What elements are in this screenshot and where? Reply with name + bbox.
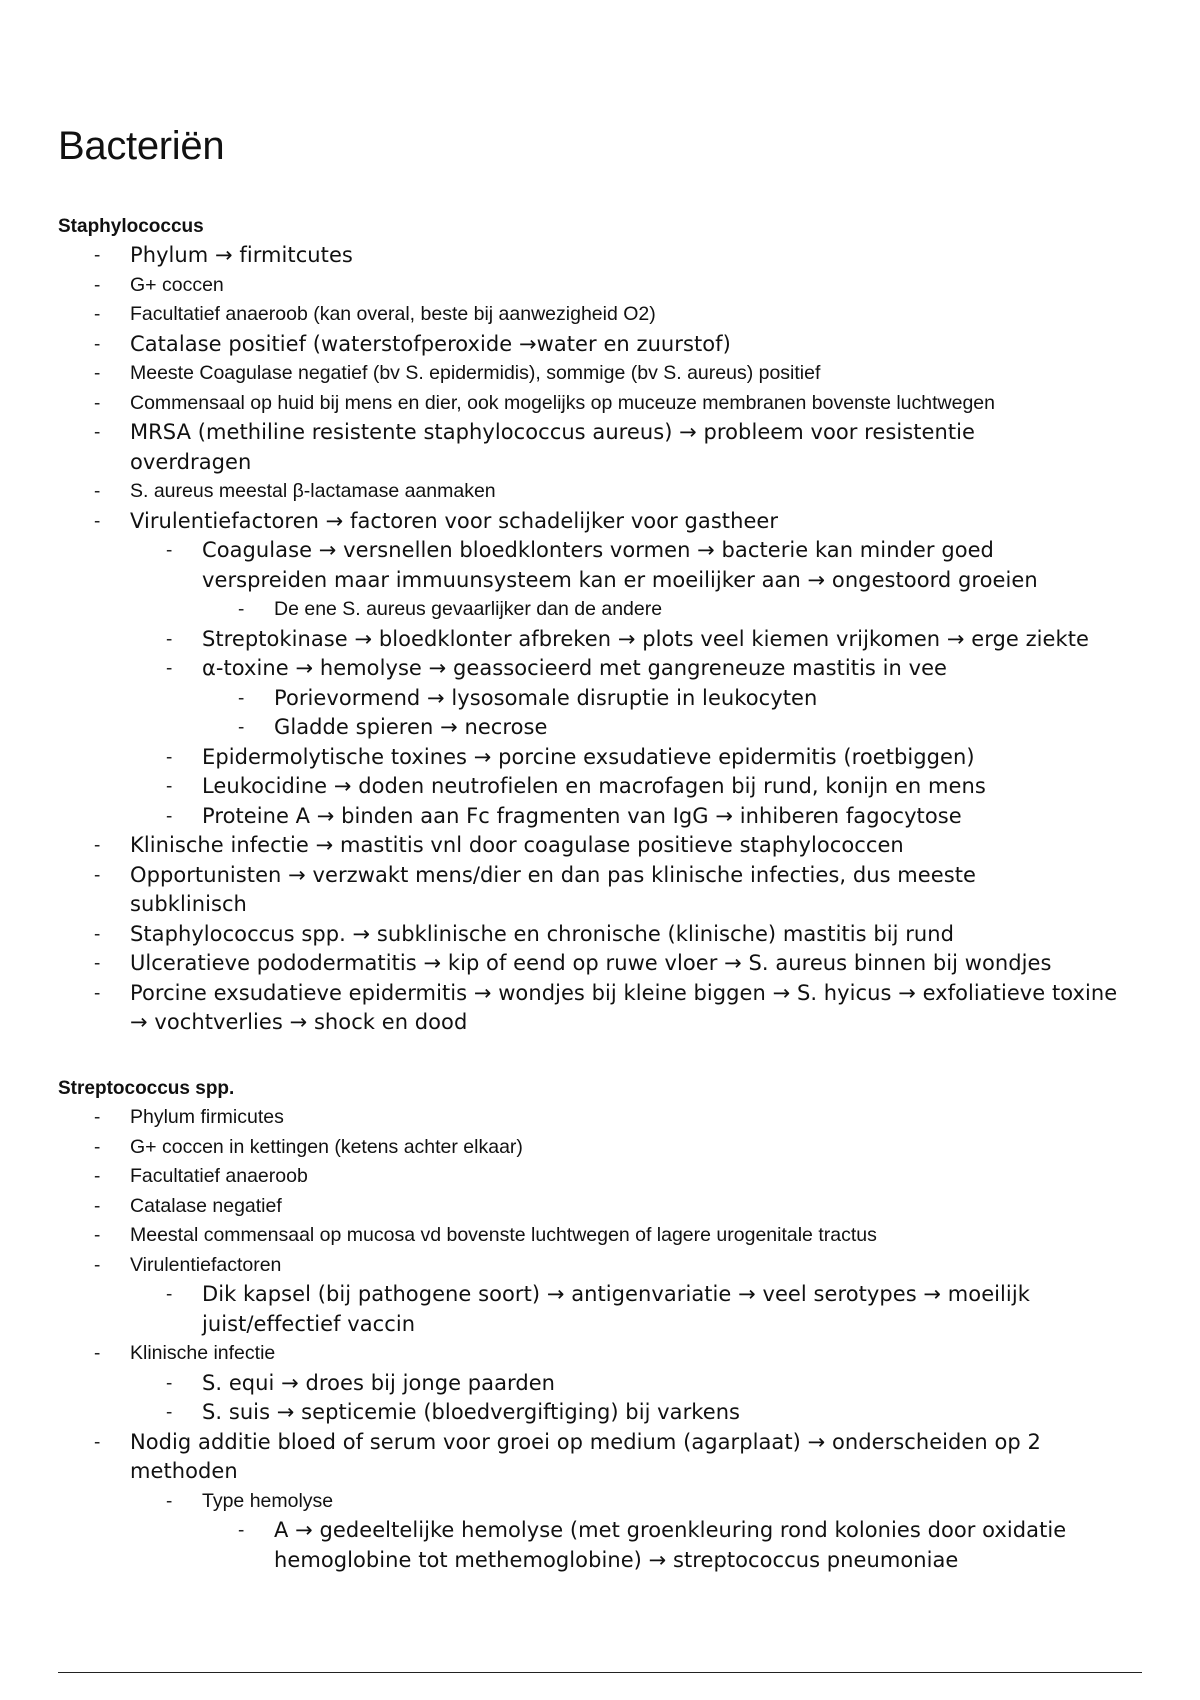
section-heading: Streptococcus spp. [58,1078,235,1099]
bullet-dash: - [94,510,101,532]
list-item: - Klinische infectie [58,1339,1158,1369]
bullet-dash: - [94,1343,101,1364]
bullet-dash: - [94,982,101,1004]
list-item: - MRSA (methiline resistente staphylococcus aureus) → probleem voor resistentie overdragen [94,420,975,474]
bullet-dash: - [166,1372,173,1394]
bullet-dash: - [94,1195,101,1217]
bullet-dash: - [94,864,101,886]
bullet-dash: - [166,805,173,827]
list-item: - Commensaal op huid bij mens en dier, ook mogelijks op muceuze membranen bovenste luchtwegen [58,389,1158,419]
list-item: - Dik kapsel (bij pathogene soort) → antigenvariatie → veel serotypes → moeilijk juist/effectief vaccin [166,1282,1030,1336]
list-item: - S. suis → septicemie (bloedvergiftiging) bij varkens [58,1398,1158,1428]
list-item: - Nodig additie bloed of serum voor groei op medium (agarplaat) → onderscheiden op 2 methoden [94,1429,1041,1483]
list-item: - Epidermolytische toxines → porcine exsudatieve epidermitis (roetbiggen) [58,743,1158,773]
list-item: - Virulentiefactoren [58,1251,1158,1281]
bullet-dash: - [94,363,101,384]
list-item: - Catalase negatief [58,1192,1158,1222]
list-item: - Type hemolyse [58,1487,1158,1517]
list-item: - A → gedeeltelijke hemolyse (met groenkleuring rond kolonies door oxidatie hemoglobine tot methemoglobine) → streptococcus pneumoniae [238,1518,1067,1572]
list-item: - S. aureus meestal β-lactamase aanmaken [58,477,1158,507]
list-item: - Phylum firmicutes [58,1103,1158,1133]
bullet-dash: - [166,776,173,797]
bullet-dash: - [166,628,173,650]
bullet-dash: - [94,1107,101,1128]
bullet-dash: - [94,245,101,266]
bullet-dash: - [94,481,101,502]
list-item: - Ulceratieve pododermatitis → kip of eend op ruwe vloer → S. aureus binnen bij wondjes [58,949,1158,979]
list-item: - Leukocidine → doden neutrofielen en macrofagen bij rund, konijn en mens [58,772,1158,802]
section-staphylococcus [58,212,1158,1038]
list-item: - Meeste Coagulase negatief (bv S. epidermidis), sommige (bv S. aureus) positief [58,359,1158,389]
bullet-dash: - [166,1402,173,1423]
list-item: - Porcine exsudatieve epidermitis → wondjes bij kleine biggen → S. hyicus → exfoliatieve toxine → vochtverlies → shock en dood [94,980,1118,1034]
bullet-dash: - [94,953,101,974]
bullet-dash: - [238,717,245,738]
page-footer-rule [58,1672,1142,1673]
bullet-dash: - [238,599,245,620]
list-item: - Gladde spieren → necrose [58,713,1158,743]
bullet-dash: - [166,1490,173,1512]
page-title: Bacteriën [58,124,225,168]
list-item: - α-toxine → hemolyse → geassocieerd met gangreneuze mastitis in vee [58,654,1158,684]
list-item: - Coagulase → versnellen bloedklonters vormen → bacterie kan minder goed verspreiden maar immuunsysteem kan er moeilijker aan → ongestoord groeien [166,538,1038,592]
bullet-dash: - [238,1520,245,1541]
bullet-dash: - [166,1284,173,1305]
list-item: - Staphylococcus spp. → subklinische en chronische (klinische) mastitis bij rund [58,920,1158,950]
list-item: - De ene S. aureus gevaarlijker dan de andere [58,595,1158,625]
list-item: - G+ coccen [58,271,1158,301]
list-item: - S. equi → droes bij jonge paarden [58,1369,1158,1399]
bullet-dash: - [94,923,101,945]
list-item: - Virulentiefactoren → factoren voor schadelijker voor gastheer [58,507,1158,537]
bullet-dash: - [94,333,101,355]
bullet-dash: - [94,1254,101,1276]
bullet-dash: - [94,1225,101,1246]
bullet-dash: - [94,422,101,443]
bullet-dash: - [94,835,101,856]
bullet-dash: - [238,687,245,709]
section-heading: Staphylococcus [58,216,204,237]
bullet-dash: - [166,746,173,768]
list-item: - Meestal commensaal op mucosa vd bovenste luchtwegen of lagere urogenitale tractus [58,1221,1158,1251]
bullet-dash: - [94,1431,101,1453]
list-item: - Catalase positief (waterstofperoxide →water en zuurstof) [58,330,1158,360]
bullet-dash: - [94,1136,101,1158]
list-item: - Proteine A → binden aan Fc fragmenten van IgG → inhiberen fagocytose [58,802,1158,832]
list-item: - G+ coccen in kettingen (ketens achter elkaar) [58,1133,1158,1163]
list-item: - Klinische infectie → mastitis vnl door coagulase positieve staphylococcen [58,831,1158,861]
list-item: - Facultatief anaeroob (kan overal, beste bij aanwezigheid O2) [58,300,1158,330]
bullet-dash: - [166,540,173,561]
bullet-list [58,241,1158,1038]
list-item: - Opportunisten → verzwakt mens/dier en dan pas klinische infecties, dus meeste subklinisch [94,862,976,916]
list-item: - Facultatief anaeroob [58,1162,1158,1192]
list-item: - Porievormend → lysosomale disruptie in leukocyten [58,684,1158,714]
bullet-dash: - [94,392,101,414]
list-item: - Streptokinase → bloedklonter afbreken → plots veel kiemen vrijkomen → erge ziekte [58,625,1158,655]
section-streptococcus [58,1074,1158,1575]
bullet-dash: - [94,304,101,325]
bullet-dash: - [94,274,101,296]
bullet-dash: - [94,1166,101,1187]
bullet-list [58,1103,1158,1575]
bullet-dash: - [166,658,173,679]
list-item: - Phylum → firmitcutes [58,241,1158,271]
